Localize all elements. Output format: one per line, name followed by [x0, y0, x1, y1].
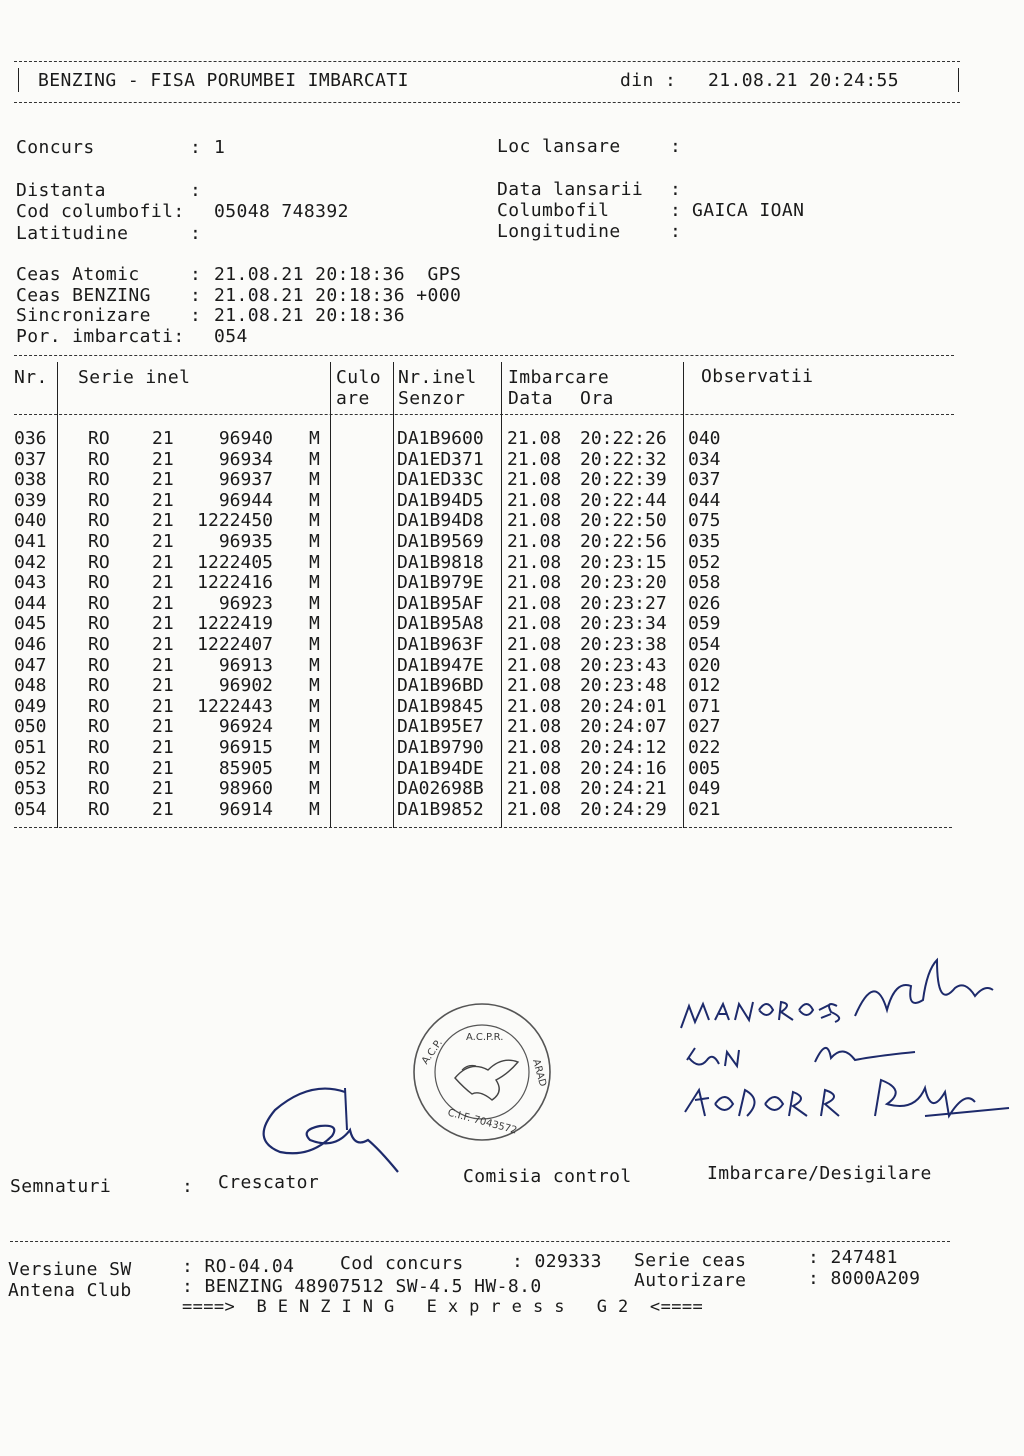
- cell-ring-number: 1222443: [197, 695, 273, 717]
- header-right-bar: [958, 68, 959, 92]
- data-lansarii-label: Data lansarii: [497, 179, 644, 200]
- table-top-rule: [14, 355, 954, 356]
- cell-observatii: 035: [688, 531, 721, 552]
- cell-date: 21.08: [507, 675, 562, 697]
- cell-country: RO: [88, 716, 110, 738]
- colon: :: [190, 137, 202, 158]
- table-row: [0, 717, 1024, 738]
- table-row: [0, 553, 1024, 574]
- cell-nr: 048: [14, 675, 47, 697]
- cell-sex: M: [309, 428, 320, 449]
- cell-observatii: 026: [688, 592, 721, 614]
- concurs-value: 1: [214, 137, 226, 158]
- cell-year: 21: [152, 675, 174, 697]
- cell-observatii: 058: [688, 572, 721, 594]
- cell-nr: 052: [14, 757, 47, 779]
- cell-year: 21: [152, 469, 174, 491]
- cell-nr: 042: [14, 551, 47, 573]
- cell-nr: 046: [14, 634, 47, 655]
- table-row: [0, 470, 1024, 491]
- table-row: [0, 779, 1024, 800]
- col-header-nr: Nr.: [14, 367, 48, 388]
- ceas-benzing-value: 21.08.21 20:18:36 +000: [214, 285, 462, 306]
- imbarcare-desigilare-label: Imbarcare/Desigilare: [707, 1163, 932, 1184]
- cod-concurs-value: : 029333: [512, 1251, 602, 1272]
- cell-country: RO: [88, 572, 110, 594]
- cell-sex: M: [309, 510, 320, 532]
- table-row: [0, 594, 1024, 615]
- cell-year: 21: [152, 448, 174, 470]
- table-row: [0, 614, 1024, 635]
- cell-sensor: DA1B95E7: [397, 716, 484, 738]
- cell-sensor: DA1B9569: [397, 531, 484, 552]
- cell-ring-number: 1222450: [197, 510, 273, 532]
- cell-ring-number: 96913: [218, 654, 273, 676]
- cell-date: 21.08: [507, 737, 562, 758]
- cell-date: 21.08: [507, 572, 562, 594]
- cell-date: 21.08: [507, 510, 562, 532]
- colon: :: [190, 305, 202, 326]
- cell-country: RO: [88, 737, 110, 758]
- cell-ring-number: 1222419: [197, 613, 273, 635]
- cell-time: 20:23:48: [580, 675, 667, 697]
- cell-sensor: DA1ED371: [397, 448, 484, 470]
- cell-observatii: 052: [688, 551, 721, 573]
- comisia-control-label: Comisia control: [463, 1166, 632, 1187]
- cell-country: RO: [88, 798, 110, 820]
- cell-observatii: 020: [688, 654, 721, 676]
- cell-sensor: DA1B94D8: [397, 510, 484, 532]
- cell-observatii: 012: [688, 675, 721, 697]
- cell-nr: 044: [14, 592, 47, 614]
- cell-time: 20:22:32: [580, 448, 667, 470]
- col-header-observatii: Observatii: [701, 366, 814, 387]
- cell-date: 21.08: [507, 448, 562, 470]
- desigilare-signatures: [675, 940, 1015, 1140]
- cell-observatii: 049: [688, 778, 721, 800]
- cell-date: 21.08: [507, 654, 562, 676]
- cell-year: 21: [152, 613, 174, 635]
- cell-year: 21: [152, 572, 174, 594]
- cell-year: 21: [152, 551, 174, 573]
- cell-sex: M: [309, 654, 320, 676]
- cod-concurs-label: Cod concurs: [340, 1253, 464, 1274]
- stamp-top-text: A.C.P.R.: [466, 1032, 504, 1043]
- table-row: [0, 491, 1024, 512]
- versiune-label: Versiune SW: [8, 1259, 132, 1280]
- cell-observatii: 054: [688, 634, 721, 655]
- cell-sex: M: [309, 716, 320, 738]
- cod-columbofil-value: 05048 748392: [214, 201, 349, 222]
- cell-time: 20:24:21: [580, 778, 667, 800]
- cell-time: 20:23:34: [580, 613, 667, 635]
- cell-ring-number: 96902: [218, 675, 273, 697]
- cell-country: RO: [88, 448, 110, 470]
- colon: :: [190, 264, 202, 285]
- cell-year: 21: [152, 428, 174, 449]
- cell-year: 21: [152, 798, 174, 820]
- stamp-left-text: A.C.P.: [420, 1037, 445, 1067]
- colon: :: [190, 180, 202, 201]
- cell-sensor: DA1B9852: [397, 798, 484, 820]
- cell-year: 21: [152, 592, 174, 614]
- cell-sex: M: [309, 778, 320, 800]
- serie-ceas-label: Serie ceas: [634, 1250, 747, 1271]
- loc-lansare-label: Loc lansare: [497, 136, 621, 157]
- cell-ring-number: 85905: [218, 757, 273, 779]
- colon: :: [190, 285, 202, 306]
- cell-time: 20:23:20: [580, 572, 667, 594]
- antena-label: Antena Club: [8, 1280, 132, 1301]
- latitudine-label: Latitudine: [16, 223, 129, 244]
- cell-year: 21: [152, 757, 174, 779]
- cell-year: 21: [152, 695, 174, 717]
- cell-time: 20:23:38: [580, 634, 667, 655]
- columbofil-value: GAICA IOAN: [692, 200, 805, 221]
- col-header-ora: Ora: [580, 388, 614, 409]
- cell-time: 20:24:07: [580, 716, 667, 738]
- cell-date: 21.08: [507, 757, 562, 779]
- cell-nr: 053: [14, 778, 47, 800]
- cell-sensor: DA1B9790: [397, 737, 484, 758]
- cell-sex: M: [309, 737, 320, 758]
- colon: :: [670, 221, 682, 242]
- colon: :: [670, 179, 682, 200]
- ceas-benzing-label: Ceas BENZING: [16, 285, 151, 306]
- cell-ring-number: 96924: [218, 716, 273, 738]
- longitudine-label: Longitudine: [497, 221, 621, 242]
- table-row: [0, 800, 1024, 821]
- cell-country: RO: [88, 428, 110, 449]
- cell-observatii: 022: [688, 737, 721, 758]
- cell-sex: M: [309, 634, 320, 655]
- cell-country: RO: [88, 489, 110, 511]
- cell-observatii: 040: [688, 428, 721, 449]
- autorizare-value: : 8000A209: [808, 1268, 921, 1289]
- table-bottom-rule: [14, 827, 952, 828]
- cell-nr: 039: [14, 489, 47, 511]
- cell-ring-number: 96940: [218, 428, 273, 449]
- versiune-value: : RO-04.04: [182, 1256, 295, 1277]
- cell-date: 21.08: [507, 551, 562, 573]
- header-left-bar: [18, 68, 19, 92]
- din-value: 21.08.21 20:24:55: [708, 70, 900, 91]
- cell-sensor: DA02698B: [397, 778, 484, 800]
- cell-ring-number: 1222407: [197, 634, 273, 655]
- cell-observatii: 071: [688, 695, 721, 717]
- col-header-imbarcare: Imbarcare: [508, 367, 610, 388]
- stamp-right-text: ARAD: [530, 1058, 548, 1088]
- table-row: [0, 759, 1024, 780]
- cell-nr: 038: [14, 469, 47, 491]
- cell-sensor: DA1B979E: [397, 572, 484, 594]
- table-row: [0, 656, 1024, 677]
- sincronizare-value: 21.08.21 20:18:36: [214, 305, 406, 326]
- cell-date: 21.08: [507, 613, 562, 635]
- cell-ring-number: 96923: [218, 592, 273, 614]
- cell-year: 21: [152, 634, 174, 655]
- cell-time: 20:24:16: [580, 757, 667, 779]
- cell-sex: M: [309, 798, 320, 820]
- cell-observatii: 044: [688, 489, 721, 511]
- cell-ring-number: 96944: [218, 489, 273, 511]
- table-row: [0, 697, 1024, 718]
- col-header-culo: Culo: [336, 367, 381, 388]
- cell-ring-number: 96935: [218, 531, 273, 552]
- cell-sensor: DA1ED33C: [397, 469, 484, 491]
- cell-time: 20:23:15: [580, 551, 667, 573]
- crescator-label: Crescator: [218, 1172, 320, 1193]
- cell-observatii: 034: [688, 448, 721, 470]
- sincronizare-label: Sincronizare: [16, 305, 151, 326]
- cell-observatii: 027: [688, 716, 721, 738]
- cell-sex: M: [309, 572, 320, 594]
- col-header-data: Data: [508, 388, 553, 409]
- cell-sensor: DA1B95A8: [397, 613, 484, 635]
- cell-country: RO: [88, 695, 110, 717]
- cell-country: RO: [88, 592, 110, 614]
- cell-sensor: DA1B9845: [397, 695, 484, 717]
- cell-year: 21: [152, 654, 174, 676]
- cell-ring-number: 96914: [218, 798, 273, 820]
- cell-country: RO: [88, 510, 110, 532]
- cell-nr: 050: [14, 716, 47, 738]
- cell-time: 20:22:26: [580, 428, 667, 449]
- table-header-rule: [14, 414, 954, 415]
- cod-columbofil-label: Cod columbofil:: [16, 201, 185, 222]
- cell-sex: M: [309, 695, 320, 717]
- header-top-rule: [14, 61, 960, 62]
- cell-ring-number: 1222405: [197, 551, 273, 573]
- cell-nr: 051: [14, 737, 47, 758]
- cell-nr: 045: [14, 613, 47, 635]
- cell-nr: 054: [14, 798, 47, 820]
- cell-time: 20:23:27: [580, 592, 667, 614]
- cell-observatii: 059: [688, 613, 721, 635]
- table-row: [0, 450, 1024, 471]
- cell-time: 20:24:12: [580, 737, 667, 758]
- cell-ring-number: 96937: [218, 469, 273, 491]
- cell-time: 20:23:43: [580, 654, 667, 676]
- semnaturi-colon: :: [182, 1176, 194, 1197]
- por-imbarcati-label: Por. imbarcati:: [16, 326, 185, 347]
- cell-ring-number: 96934: [218, 448, 273, 470]
- cell-sex: M: [309, 613, 320, 635]
- cell-observatii: 005: [688, 757, 721, 779]
- cell-sensor: DA1B963F: [397, 634, 484, 655]
- cell-sex: M: [309, 489, 320, 511]
- cell-date: 21.08: [507, 716, 562, 738]
- serie-ceas-value: : 247481: [808, 1247, 898, 1268]
- cell-observatii: 075: [688, 510, 721, 532]
- cell-observatii: 037: [688, 469, 721, 491]
- cell-sensor: DA1B95AF: [397, 592, 484, 614]
- cell-year: 21: [152, 778, 174, 800]
- cell-ring-number: 96915: [218, 737, 273, 758]
- cell-nr: 049: [14, 695, 47, 717]
- cell-time: 20:22:50: [580, 510, 667, 532]
- cell-ring-number: 98960: [218, 778, 273, 800]
- cell-sensor: DA1B94D5: [397, 489, 484, 511]
- header-bottom-rule: [14, 102, 960, 103]
- cell-ring-number: 1222416: [197, 572, 273, 594]
- col-header-serie-inel: Serie inel: [78, 367, 191, 388]
- cell-nr: 041: [14, 531, 47, 552]
- cell-sex: M: [309, 675, 320, 697]
- cell-date: 21.08: [507, 469, 562, 491]
- cell-date: 21.08: [507, 489, 562, 511]
- cell-country: RO: [88, 778, 110, 800]
- cell-time: 20:22:39: [580, 469, 667, 491]
- brand-line: ====> B E N Z I N G E x p r e s s G 2 <====: [182, 1297, 704, 1317]
- cell-year: 21: [152, 716, 174, 738]
- club-stamp: [410, 1000, 555, 1145]
- cell-year: 21: [152, 510, 174, 532]
- cell-sensor: DA1B94DE: [397, 757, 484, 779]
- table-row: [0, 429, 1024, 450]
- cell-country: RO: [88, 654, 110, 676]
- cell-observatii: 021: [688, 798, 721, 820]
- cell-date: 21.08: [507, 798, 562, 820]
- cell-time: 20:24:01: [580, 695, 667, 717]
- table-row: [0, 511, 1024, 532]
- cell-country: RO: [88, 757, 110, 779]
- cell-date: 21.08: [507, 531, 562, 552]
- stamp-icon: [410, 1000, 555, 1145]
- cell-nr: 047: [14, 654, 47, 676]
- cell-nr: 037: [14, 448, 47, 470]
- cell-country: RO: [88, 531, 110, 552]
- concurs-label: Concurs: [16, 137, 95, 158]
- cell-date: 21.08: [507, 592, 562, 614]
- cell-year: 21: [152, 737, 174, 758]
- table-row: [0, 573, 1024, 594]
- colon: :: [670, 200, 682, 221]
- distanta-label: Distanta: [16, 180, 106, 201]
- cell-sex: M: [309, 757, 320, 779]
- antena-value: : BENZING 48907512 SW-4.5 HW-8.0: [182, 1276, 542, 1297]
- crescator-signature: [250, 1080, 410, 1180]
- cell-sex: M: [309, 531, 320, 552]
- cell-country: RO: [88, 551, 110, 573]
- cell-sensor: DA1B96BD: [397, 675, 484, 697]
- cell-sex: M: [309, 448, 320, 470]
- cell-time: 20:22:56: [580, 531, 667, 552]
- cell-nr: 036: [14, 428, 47, 449]
- cell-sex: M: [309, 551, 320, 573]
- cell-date: 21.08: [507, 778, 562, 800]
- cell-time: 20:24:29: [580, 798, 667, 820]
- col-header-nr-inel: Nr.inel: [398, 367, 477, 388]
- autorizare-label: Autorizare: [634, 1270, 747, 1291]
- footer-rule: [10, 1241, 950, 1242]
- cell-year: 21: [152, 531, 174, 552]
- por-imbarcati-value: 054: [214, 326, 248, 347]
- ceas-atomic-value: 21.08.21 20:18:36 GPS: [214, 264, 462, 285]
- cell-time: 20:22:44: [580, 489, 667, 511]
- cell-year: 21: [152, 489, 174, 511]
- table-row: [0, 532, 1024, 553]
- din-label: din :: [620, 70, 677, 91]
- cell-date: 21.08: [507, 428, 562, 449]
- cell-sensor: DA1B947E: [397, 654, 484, 676]
- cell-date: 21.08: [507, 634, 562, 655]
- ceas-atomic-label: Ceas Atomic: [16, 264, 140, 285]
- cell-country: RO: [88, 634, 110, 655]
- colon: :: [670, 136, 682, 157]
- document-title: BENZING - FISA PORUMBEI IMBARCATI: [38, 70, 409, 91]
- cell-date: 21.08: [507, 695, 562, 717]
- cell-country: RO: [88, 613, 110, 635]
- table-row: [0, 635, 1024, 656]
- cell-sex: M: [309, 592, 320, 614]
- cell-nr: 040: [14, 510, 47, 532]
- cell-sex: M: [309, 469, 320, 491]
- semnaturi-label: Semnaturi: [10, 1176, 112, 1197]
- cell-country: RO: [88, 675, 110, 697]
- table-row: [0, 676, 1024, 697]
- col-header-are: are: [336, 388, 370, 409]
- cell-country: RO: [88, 469, 110, 491]
- cell-nr: 043: [14, 572, 47, 594]
- cell-sensor: DA1B9818: [397, 551, 484, 573]
- col-header-senzor: Senzor: [398, 388, 466, 409]
- cell-sensor: DA1B9600: [397, 428, 484, 449]
- stamp-bottom-text: C.I.F. 7043572: [446, 1107, 519, 1137]
- table-row: [0, 738, 1024, 759]
- colon: :: [190, 223, 202, 244]
- columbofil-label: Columbofil: [497, 200, 610, 221]
